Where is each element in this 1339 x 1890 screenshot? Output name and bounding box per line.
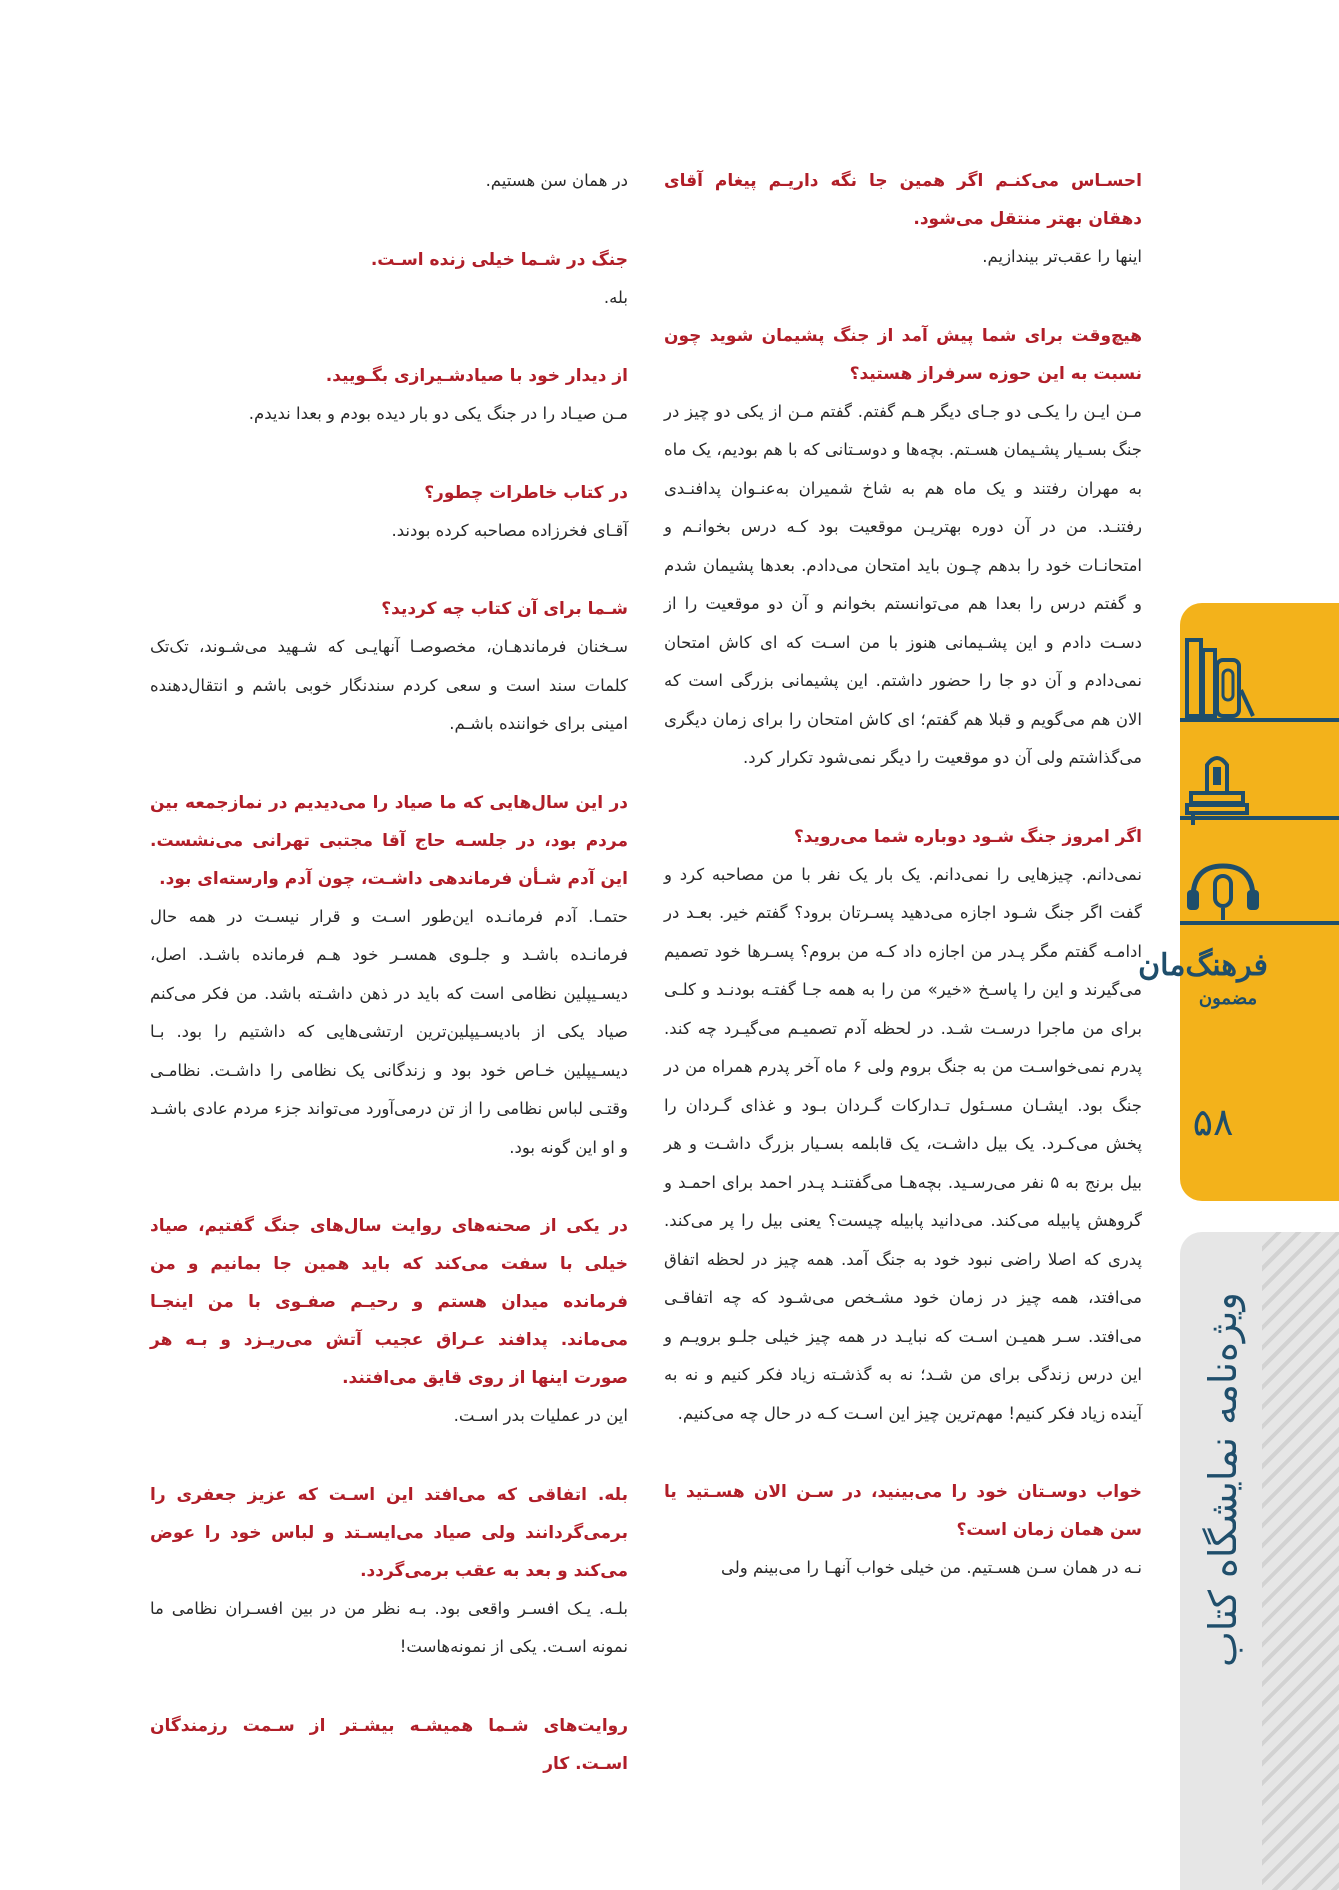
interview-answer: حتمـا. آدم فرمانـده این‌طور اسـت و قرار نیسـت در همه حال فرمانـده باشـد و جلـوی همسـر خود هـم فرمانده باشـد. اصل، دیسـیپلین نظامی است که باید در ذهن داشـته باشد. من فکر می‌کنم صیاد یکی از بادیسـیپلین‌ترین ارتشی‌هایی که داشتیم را بود. بـا دیسـیپلین خـاص خود بود و زندگانی یک نظامی را داشـت. نظامـی وقتـی لباس نظامی را از تن درمی‌آورد می‌تواند جزء مردم عادی باشـد و او این گونه بود. bbox=[150, 906, 628, 1157]
interview-answer: مـن صیـاد را در جنگ یکی دو بار دیده بودم و بعدا ندیدم. bbox=[248, 404, 628, 423]
brand-logo-text: فرهنگ‌مان bbox=[1138, 948, 1268, 983]
interview-question: احسـاس می‌کنـم اگر همین جا نگه داریـم پیغام آقای دهقان بهتر منتقل می‌شود. bbox=[664, 171, 1142, 229]
issue-title: ویژه‌نامه نمایشگاه کتاب bbox=[1201, 1292, 1245, 1668]
interview-answer: اینها را عقب‌تر بیندازیم. bbox=[982, 247, 1142, 266]
interview-question: جنگ در شـما خیلی زنده اسـت. bbox=[370, 249, 628, 270]
article-column-right bbox=[664, 162, 1142, 1628]
podcast-microphone-icon bbox=[1183, 858, 1263, 924]
interview-question: هیچ‌وقت برای شما پیش آمد از جنگ پشیمان شوید چون نسبت به این حوزه سرفراز هستید؟ bbox=[664, 325, 1142, 384]
interview-question: در یکی از صحنه‌های روایت سال‌های جنگ گفتیم، صیاد خیلی با سفت می‌کند که باید همین جا بمانیم و من فرمانده میدان هستم و رحیـم صفـوی با من اینجـا می‌ماند. پدافند عـراق عجیب آتش می‌ریـزد و بـه هر صورت اینها از روی قایق می‌افتند. bbox=[150, 1216, 628, 1388]
interview-answer: بلـه. یـک افسـر واقعی بود. بـه نظر من در بین افسـران نظامی ما نمونه اسـت. یکی از نمونه‌هاست! bbox=[150, 1598, 628, 1656]
interview-question: شـما برای آن کتاب چه کردید؟ bbox=[381, 599, 628, 619]
interview-answer: این در عملیات بدر اسـت. bbox=[453, 1406, 628, 1425]
interview-question: بله. اتفاقی که می‌افتد این اسـت که عزیز جعفری را برمی‌گردانند ولی صیاد می‌ایسـتد و لباس خود را عوض می‌کند و بعد به عقب برمی‌گردد. bbox=[150, 1484, 628, 1581]
interview-answer: مـن ایـن را یکـی دو جـای دیگر هـم گفتم. گفتم مـن از یکی دو چیز در جنگ بسـیار پشـیمان هسـتم. بچه‌ها و دوسـتانی که با هم بودیم، یک ماه به مهران رفتند و یک ماه هم به شاخ شمیران به‌عنـوان پدافنـدی رفتنـد. من در آن دوره بهتریـن موقعیت بود کـه درس بخوانـم و امتحانـات خود را بدهم چـون باید امتحان می‌دادم. بعدها پشیمان شدم و گفتم درس را بعدا هم می‌توانستم بخوانم و آن دو موقعیت را از دسـت دادم و این پشـیمانی هنوز با من اسـت که ای کاش امتحان نمی‌دادم و آن دو جا را حضور داشتم. این پشیمانی بزرگی است که الان هم می‌گویم و قبلا هم گفتم؛ ای کاش امتحان را برای زمان دیگری می‌گذاشتم ولی آن دو موقعیت را دیگر نمی‌شود تکرار کرد. bbox=[664, 401, 1142, 767]
interview-answer: سـخنان فرماندهـان، مخصوصـا آنهایـی که شـهید می‌شـوند، تک‌تک کلمات سند است و سعی کردم سندنگار خوبی باشم و انتقال‌دهنده امینی برای خواننده باشـم. bbox=[150, 637, 628, 733]
interview-question: در کتاب خاطرات چطور؟ bbox=[424, 482, 628, 503]
interview-answer: نمی‌دانم. چیزهایی را نمی‌دانم. یک بار یک نفر با من مصاحبه کرد و گفت اگر جنگ شـود اجازه می‌دهید پسـرتان برود؟ گفتم خیر. بعـد در ادامـه گفتم مگر پـدر من اجازه داد کـه من بروم؟ پسـرها خود تصمیم می‌گیرند و این را پاسـخ «خیر» من را به همه جـا گفتـه بودنـد و کلـی برای من ماجرا درسـت شـد. در لحظه آدم تصمیـم می‌گیـرد چه کند. پدرم نمی‌خواسـت من به جنگ بروم ولی ۶ ماه آخر پدرم همراه من در جنگ بود. ایشـان مسـئول تـدارکات گـردان بـود و غذای گـردان را پخش می‌کـرد. یک بیل داشـت، یک قابلمه بسـیار بزرگ داشـت و هر بیل برنج به ۵ نفر می‌رسـید. بچه‌هـا می‌گفتنـد پـدر احمد برای احمـد و گروهش پابیله می‌کند. می‌دانید پابیله چیست؟ یعنی بیل را پر می‌کند. پدری که اصلا راضی نبود خود به جنگ آمد. همه چیز در لحظه اتفاق می‌افتد، همه چیز در زمان خود مشـخص می‌شـود که چه اتفاقـی می‌افتد. سـر همیـن اسـت که نبایـد در همه چیز خیلی جلـو برویـم و این درس زندگی برای من شـد؛ نه به گذشـته زیاد فکر کنیم و نه به آینده زیاد فکر کنیم! مهم‌ترین چیز این اسـت کـه در حال چه می‌کنیم. bbox=[664, 864, 1142, 1423]
interview-question: خواب دوسـتان خود را می‌بینید، در سـن الان هسـتید یا سن همان زمان است؟ bbox=[664, 1482, 1142, 1540]
brand-logo bbox=[1138, 948, 1268, 1035]
interview-answer: در همان سن هستیم. bbox=[485, 171, 628, 190]
interview-question: در این سال‌هایی که ما صیاد را می‌دیدیم در نمازجمعه بین مردم بود، در جلسـه حاج آقا مجتبی تهرانی می‌نشست. این آدم شـأن فرماندهی داشـت، چون آدم وارسته‌ای بود. bbox=[150, 792, 628, 889]
lamp-icon bbox=[1183, 745, 1263, 825]
interview-answer: نـه در همان سـن هسـتیم. من خیلی خواب آنهـا را می‌بینم ولی bbox=[720, 1558, 1142, 1577]
page-number: ۵۸ bbox=[1192, 1100, 1234, 1144]
decorative-stripes bbox=[1262, 1232, 1339, 1890]
interview-answer: بله. bbox=[603, 287, 628, 307]
interview-question: روایت‌های شـما همیشـه بیشـتر از سـمت رزمندگان اسـت. کار bbox=[150, 1715, 628, 1774]
interview-answer: آقـای فخرزاده مصاحبه کرده بودند. bbox=[391, 520, 628, 540]
interview-question: اگر امروز جنگ شـود دوباره شما می‌روید؟ bbox=[793, 826, 1142, 847]
brand-logo-subtext: مضمون bbox=[1198, 988, 1258, 1009]
article-column-left bbox=[150, 162, 628, 1783]
books-icon bbox=[1183, 630, 1255, 720]
interview-question: از دیدار خود با صیادشـیرازی بگـویید. bbox=[325, 366, 628, 386]
